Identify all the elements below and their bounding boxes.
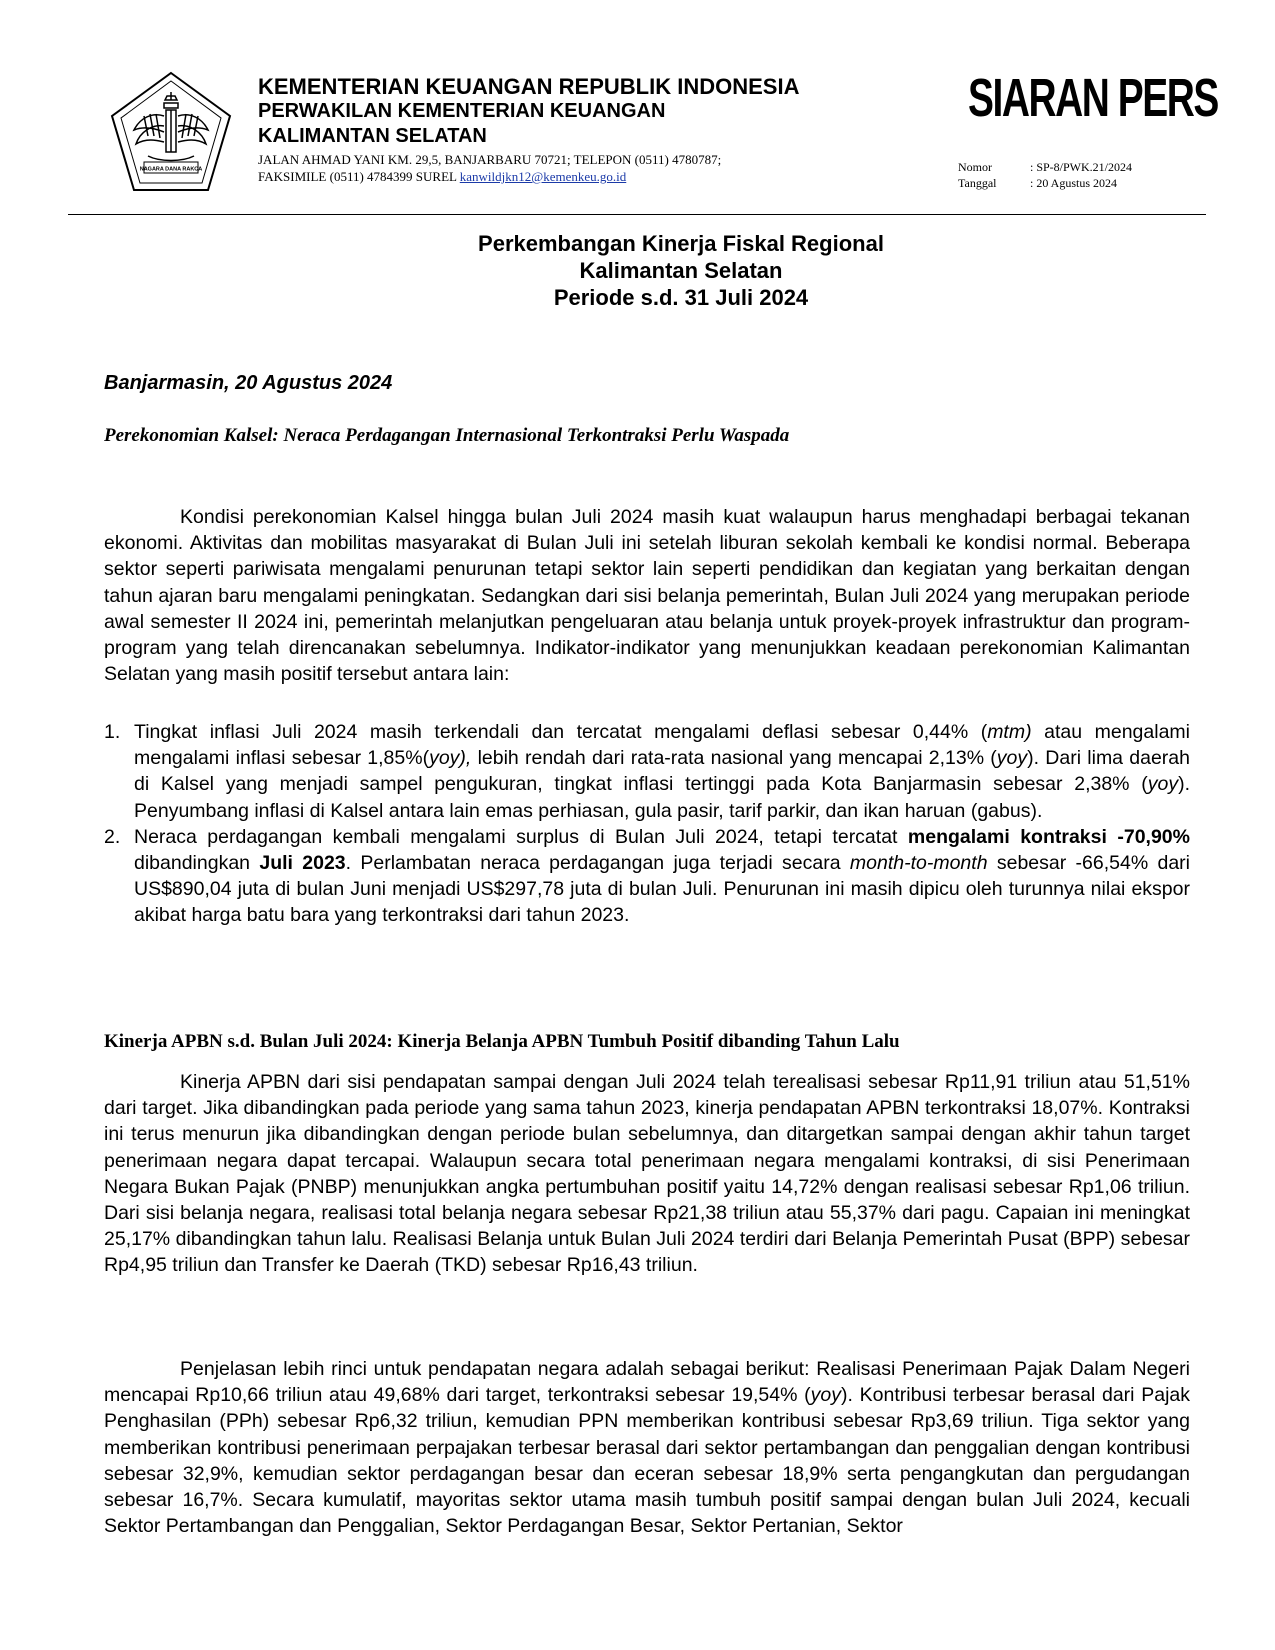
list-number: 1. <box>104 721 121 743</box>
release-meta <box>958 159 1132 191</box>
list-item: 1. Tingkat inflasi Juli 2024 masih terkendali dan tercatat mengalami deflasi sebesar 0,44% (mtm) atau mengalami mengalami inflasi sebesar 1,85%(yoy), lebih rendah dari rata-rata nasional yang mencapai 2,13% (yoy). Dari lima daerah di Kalsel yang menjadi sampel pengukuran, tingkat inflasi tertinggi pada Kota Banjarmasin sebesar 2,38% (yoy). Penyumbang inflasi di Kalsel antara lain emas perhiasan, gula pasir, tarif parkir, dan ikan haruan (gabus). <box>104 721 1190 822</box>
fax-text: FAKSIMILE (0511) 4784399 SUREL <box>258 169 460 184</box>
dateline: Banjarmasin, 20 Agustus 2024 <box>104 372 393 394</box>
list-number: 2. <box>104 825 121 848</box>
tanggal-label: Tanggal <box>958 176 997 190</box>
logo-motto: NAGARA DANA RAKCA <box>139 166 203 173</box>
press-release-badge: SIARAN PERS <box>968 68 1218 128</box>
document-title <box>0 230 1275 311</box>
nomor-value: : SP-8/PWK.21/2024 <box>1030 160 1133 174</box>
header-divider <box>68 214 1206 215</box>
address-line2 <box>258 168 799 185</box>
section1-paragraph-text: Kondisi perekonomian Kalsel hingga bulan Juli 2024 masih kuat walaupun harus menghadapi berbagai tekanan ekonomi. Aktivitas dan mobilitas masyarakat di Bulan Juli ini setelah liburan sekolah kembali ke kondisi normal. Beberapa sektor seperti pariwisata mengalami penurunan tetapi sektor lain seperti pendidikan dan kegiatan yang berkaitan dengan tahun ajaran baru mengalami peningkatan. Sedangkan dari sisi belanja pemerintah, Bulan Juli 2024 yang merupakan periode awal semester II 2024 ini, pemerintah melanjutkan pengeluaran atau belanja untuk proyek-proyek infrastruktur dan program-program yang telah direncanakan sebelumnya. Indikator-indikator yang menunjukkan keadaan perekonomian Kalimantan Selatan yang masih positif tersebut antara lain: <box>104 506 1190 686</box>
address-block <box>258 151 799 185</box>
title-line1: Perkembangan Kinerja Fiskal Regional <box>478 231 884 256</box>
title-line3: Periode s.d. 31 Juli 2024 <box>553 285 809 310</box>
org-name-line2: PERWAKILAN KEMENTERIAN KEUANGAN <box>258 100 666 122</box>
indicator-list <box>104 719 1190 929</box>
nomor-label: Nomor <box>958 160 992 174</box>
list-item: 2. Neraca perdagangan kembali mengalami surplus di Bulan Juli 2024, tetapi tercatat mengalami kontraksi -70,90% dibandingkan Juli 2023. Perlambatan neraca perdagangan juga terjadi secara month-to-month sebesar -66,54% dari US$890,04 juta di bulan Juni menjadi US$297,78 juta di bulan Juli. Penurunan ini masih dipicu oleh turunnya nilai ekspor akibat harga batu bara yang terkontraksi dari tahun 2023. <box>104 825 1191 927</box>
org-name-line3: KALIMANTAN SELATAN <box>258 125 487 147</box>
section2-paragraph1 <box>104 1069 1190 1279</box>
address-line1: JALAN AHMAD YANI KM. 29,5, BANJARBARU 70721; TELEPON (0511) 4780787; <box>258 152 722 167</box>
org-name-line1: KEMENTERIAN KEUANGAN REPUBLIK INDONESIA <box>258 74 800 99</box>
letterhead-organization <box>258 74 799 185</box>
section2-heading: Kinerja APBN s.d. Bulan Juli 2024: Kinerja Belanja APBN Tumbuh Positif dibanding Tahun Lalu <box>104 1031 900 1052</box>
ministry-logo <box>108 70 234 194</box>
email-link[interactable]: kanwildjkn12@kemenkeu.go.id <box>459 169 627 184</box>
section2-paragraph1-text: Kinerja APBN dari sisi pendapatan sampai dengan Juli 2024 telah terealisasi sebesar Rp11,91 triliun atau 51,51% dari target. Jika dibandingkan pada periode yang sama tahun 2023, kinerja pendapatan APBN terkontraksi 18,07%. Kontraksi ini terus menurun jika dibandingkan dengan periode bulan sebelumnya, dan ditargetkan sampai dengan akhir tahun target penerimaan negara dapat tercapai. Walaupun secara total penerimaan negara mengalami kontraksi, di sisi Penerimaan Negara Bukan Pajak (PNBP) menunjukkan angka pertumbuhan positif yaitu 14,72% dengan realisasi sebesar Rp1,06 triliun. Dari sisi belanja negara, realisasi total belanja negara sebesar Rp21,38 triliun atau 55,37% dari pagu. Capaian ini meningkat 25,17% dibandingkan tahun lalu. Realisasi Belanja untuk Bulan Juli 2024 terdiri dari Belanja Pemerintah Pusat (BPP) sebesar Rp4,95 triliun dan Transfer ke Daerah (TKD) sebesar Rp16,43 triliun. <box>104 1071 1190 1277</box>
section2-paragraph2: Penjelasan lebih rinci untuk pendapatan negara adalah sebagai berikut: Realisasi Penerimaan Pajak Dalam Negeri mencapai Rp10,66 triliun atau 49,68% dari target, terkontraksi sebesar 19,54% (yoy). Kontribusi terbesar berasal dari Pajak Penghasilan (PPh) sebesar Rp6,32 triliun, kemudian PPN memberikan kontribusi sebesar Rp3,69 triliun. Tiga sektor yang memberikan kontribusi penerimaan perpajakan terbesar berasal dari sektor pertambangan dan penggalian dengan kontribusi sebesar 32,9%, kemudian sektor perdagangan besar dan eceran sebesar 18,9% serta pengangkutan dan pergudangan sebesar 16,7%. Secara kumulatif, mayoritas sektor utama masih tumbuh positif sampai dengan bulan Juli 2024, kecuali Sektor Pertambangan dan Penggalian, Sektor Perdagangan Besar, Sektor Pertanian, Sektor <box>104 1358 1190 1538</box>
section1-heading: Perekonomian Kalsel: Neraca Perdagangan Internasional Terkontraksi Perlu Waspada <box>104 425 790 446</box>
section1-paragraph <box>104 504 1190 687</box>
tanggal-value: : 20 Agustus 2024 <box>1030 176 1118 190</box>
title-line2: Kalimantan Selatan <box>579 258 783 283</box>
